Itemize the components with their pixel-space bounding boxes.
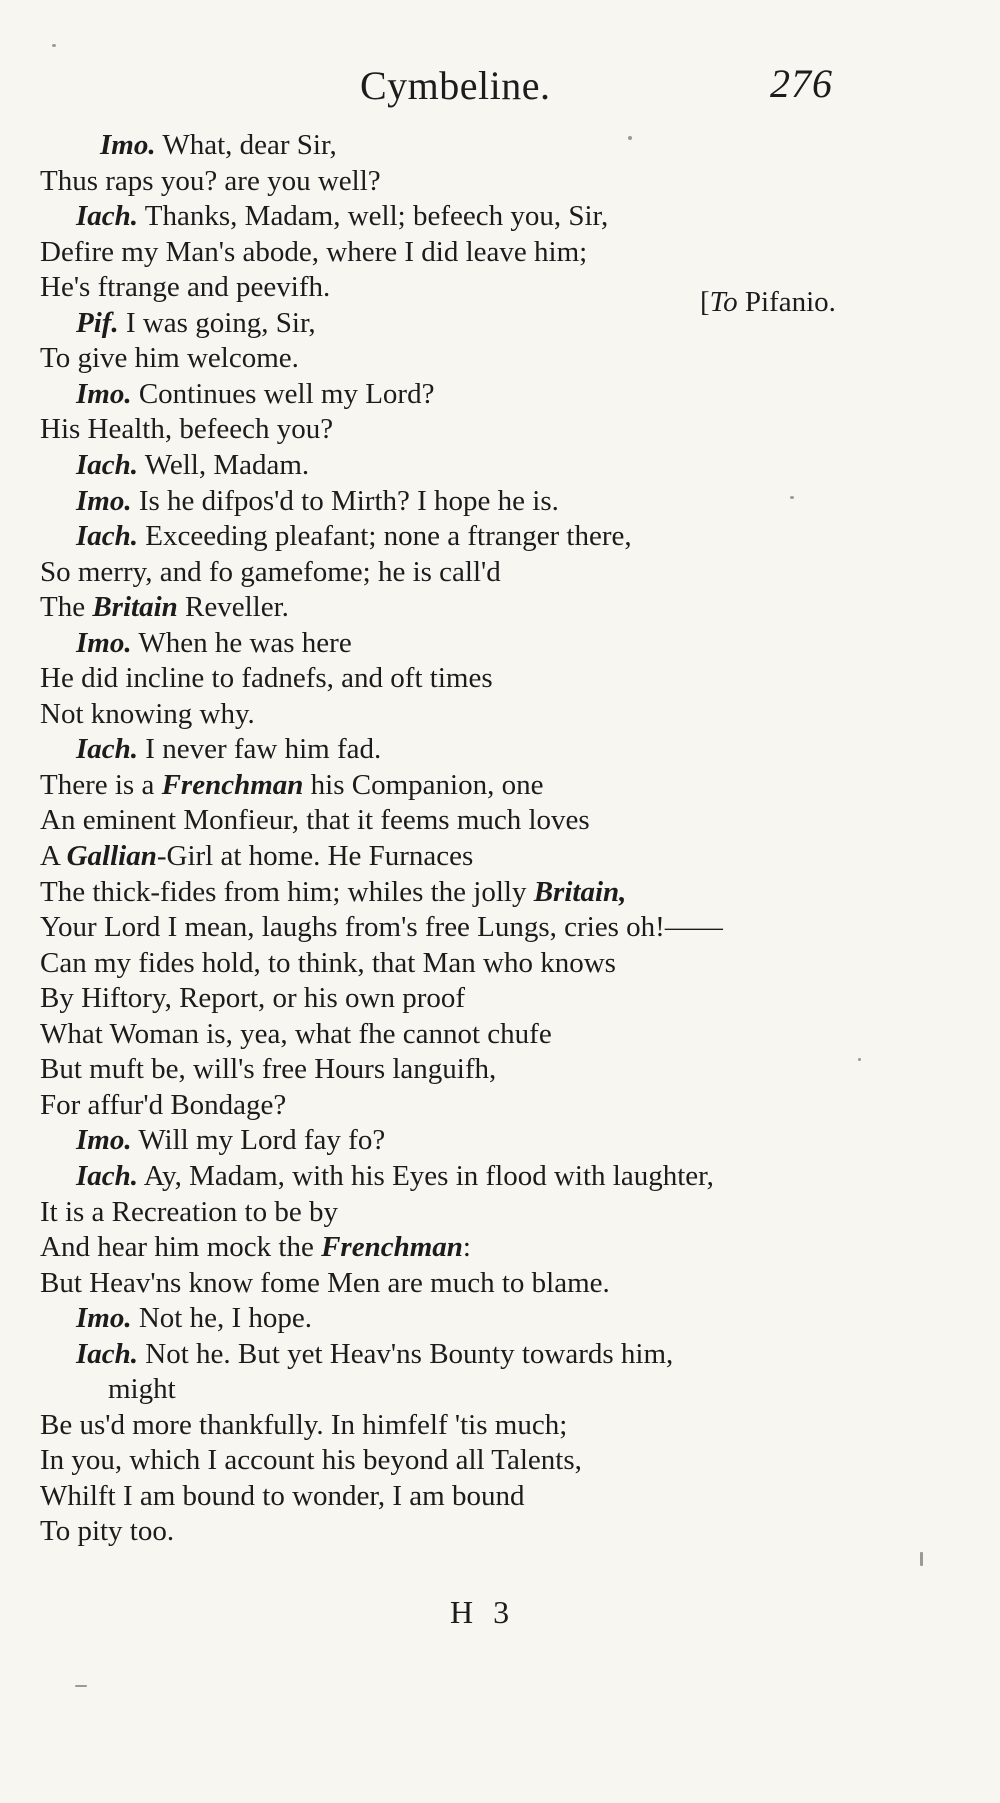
line-text: In you, which I account his beyond all Talents, [40,1444,582,1477]
print-speck [790,496,794,499]
line-text: Well, Madam. [144,448,310,481]
speaker-name: Iach. [76,1159,139,1192]
speech-line [76,1159,714,1193]
line-text: It is a Recreation to be by [40,1195,338,1228]
verse-line [40,697,255,731]
line-text: But Heav'ns know fome Men are much to blame. [40,1266,610,1299]
verse-line [108,1372,176,1406]
speech-line [76,448,309,482]
line-text: What Woman is, yea, what fhe cannot chufe [40,1017,552,1050]
running-title: Cymbeline. [360,63,551,108]
line-text: Not he, I hope. [138,1302,312,1335]
line-text: : [462,1231,471,1264]
line-text: Whilft I am bound to wonder, I am bound [40,1479,525,1512]
speaker-name: Iach. [76,1337,139,1370]
print-speck [628,136,632,140]
speech-line [76,484,559,518]
speech-line [100,128,337,162]
line-text: Not knowing why. [40,697,255,730]
line-text: He's ftrange and peevifh. [40,271,331,304]
line-text: Reveller. [177,591,289,624]
speech-line [76,519,632,553]
speaker-name: Imo. [100,129,156,161]
line-text: And hear him mock the [40,1231,322,1264]
speech-line [76,306,316,340]
speaker-name: Iach. [76,448,139,481]
line-text: To give him welcome. [40,342,299,375]
italic-word: Frenchman [321,1231,463,1264]
speech-line [76,1301,312,1335]
speech-line [76,1337,673,1371]
verse-line [40,555,501,589]
verse-line [40,875,626,909]
italic-word: Britain, [533,875,627,908]
line-text: He did incline to fadnefs, and oft times [40,662,493,695]
page-number: 276 [770,61,833,106]
verse-line [40,661,493,695]
line-text: The [40,591,93,624]
line-text: Thus raps you? are you well? [40,164,381,197]
verse-line [40,946,616,980]
line-text: Ay, Madam, with his Eyes in flood with laughter, [143,1159,714,1192]
verse-line [40,1408,567,1442]
stage-name: Pifanio. [744,286,836,318]
italic-word: Britain [92,591,178,624]
speech-line [76,377,434,411]
speech-line [76,626,352,660]
verse-line [40,164,381,198]
line-text: By Hiftory, Report, or his own proof [40,982,466,1015]
verse-line [40,839,473,873]
speech-line [76,1123,385,1157]
stage-direction [700,286,836,319]
line-text: Is he difpos'd to Mirth? I hope he is. [138,484,559,517]
print-speck [920,1552,923,1566]
verse-line [40,1479,525,1513]
speech-line [76,199,608,233]
speaker-name: Imo. [76,484,132,517]
verse-line [40,1514,174,1548]
signature-mark: H 3 [450,1594,516,1630]
line-text: Thanks, Madam, well; befeech you, Sir, [144,200,609,233]
speaker-name: Iach. [76,520,139,553]
line-text: Defire my Man's abode, where I did leave him; [40,235,588,268]
verse-line [40,768,543,802]
verse-line [40,803,590,837]
verse-line [40,590,289,624]
speaker-name: Imo. [76,1302,132,1335]
line-text: A [40,840,67,872]
verse-line [40,412,333,446]
verse-line [40,1230,471,1264]
verse-line [40,341,299,375]
verse-line [40,981,465,1015]
print-speck [75,1685,87,1687]
verse-line [40,1443,582,1477]
line-text: Can my fides hold, to think, that Man who knows [40,946,616,979]
stage-to: To [709,286,738,318]
line-text: To pity too. [40,1515,175,1548]
line-text: When he was here [138,626,352,659]
speaker-name: Imo. [76,1124,132,1157]
verse-line [40,910,723,944]
line-text: The thick-fides from him; whiles the jolly [40,875,534,908]
stage-bracket: [ [700,286,710,318]
speech-line [76,732,381,766]
speaker-name: Pif. [76,306,119,339]
line-text: Be us'd more thankfully. In himfelf 'tis much; [40,1408,568,1441]
italic-word: Frenchman [161,768,304,801]
line-text: I was going, Sir, [125,306,316,339]
line-text: Your Lord I mean, laughs from's free Lungs, cries oh!—— [40,911,723,944]
verse-line [40,235,587,269]
line-text: Not he. But yet Heav'ns Bounty towards him, [145,1337,674,1370]
speaker-name: Imo. [76,377,132,410]
line-text: might [108,1373,176,1406]
verse-line [40,1017,552,1051]
line-text: Exceeding pleafant; none a ftranger there, [145,520,632,553]
line-text: For affur'd Bondage? [40,1088,287,1121]
line-text: -Girl at home. He Furnaces [156,840,474,872]
print-speck [858,1058,861,1061]
line-text: His Health, befeech you? [40,413,334,446]
speaker-name: Imo. [76,626,132,659]
speaker-name: Iach. [76,733,139,766]
line-text: But muft be, will's free Hours languifh, [40,1053,497,1086]
verse-line [40,270,330,304]
verse-line [40,1088,286,1122]
line-text: Will my Lord fay fo? [138,1124,386,1157]
speaker-name: Iach. [76,200,139,233]
line-text: his Companion, one [303,768,544,801]
line-text: Continues well my Lord? [138,377,435,410]
verse-line [40,1266,610,1300]
verse-line [40,1195,338,1229]
line-text: An eminent Monfieur, that it feems much loves [40,804,590,837]
italic-word: Gallian [66,840,157,872]
print-speck [52,44,56,47]
line-text: There is a [40,768,162,801]
line-text: I never faw him fad. [145,733,382,766]
line-text: What, dear Sir, [162,129,337,161]
line-text: So merry, and fo gamefome; he is call'd [40,555,501,588]
verse-line [40,1052,496,1086]
